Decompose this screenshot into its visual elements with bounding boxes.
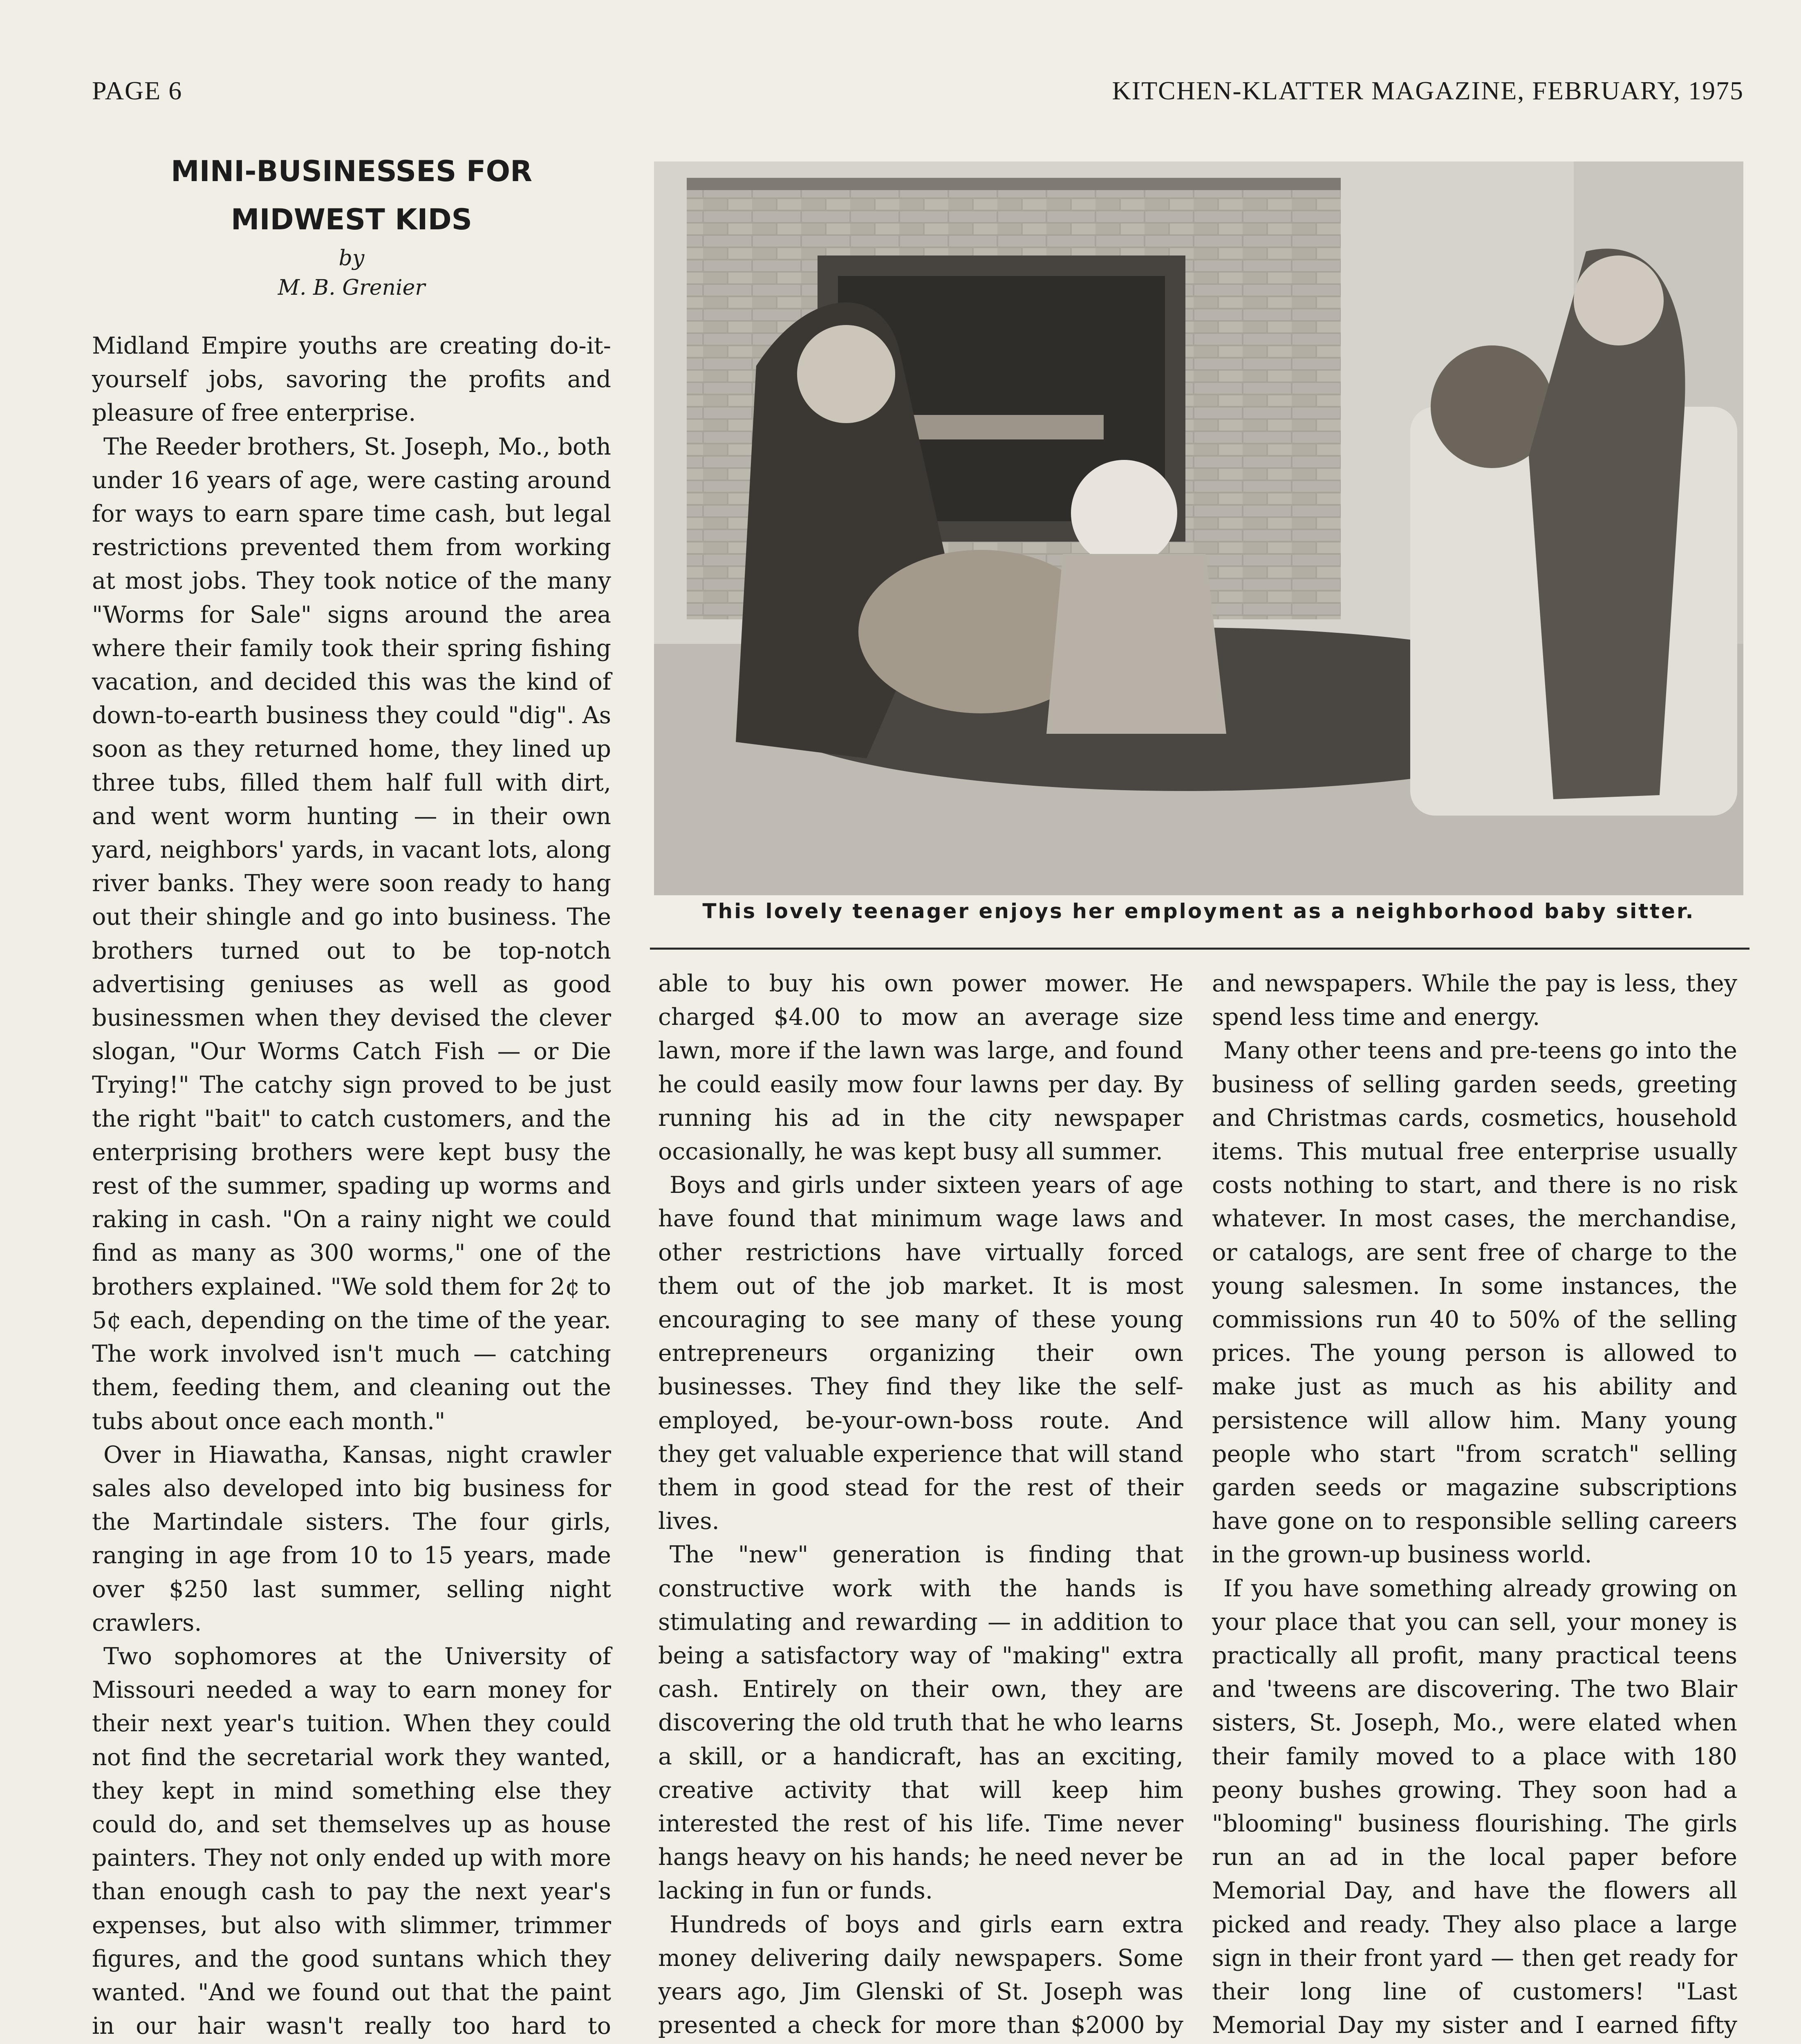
paragraph: Over in Hiawatha, Kansas, night crawler sales also developed into big business for the Martindale sisters. The four girls, ranging in age from 10 to 15 years, made over $250 last summer, selling night crawlers.: [92, 1441, 611, 1636]
paragraph: Hundreds of boys and girls earn extra money delivering daily newspapers. Some years ago, Jim Glenski of St. Joseph was presented a check for more than $2000 by: [658, 1911, 1183, 2039]
paragraph: and newspapers. While the pay is less, they spend less time and energy.: [1212, 970, 1737, 1031]
paragraph: Many other teens and pre-teens go into the business of selling garden seeds, greeting and Christmas cards, cosmetics, household items. This mutual free enterprise usually costs nothing to start, and there is no risk whatever. In most cases, the merchandise, or catalogs, are sent free of charge to the young salesmen. In some instances, the commissions run 40 to 50% of the selling prices. The young person is allowed to make just as much as his ability and persistence will allow him. Many young people who start "from scratch" selling garden seeds or magazine subscriptions have gone on to responsible selling careers in the grown-up business world.: [1212, 1037, 1737, 1569]
paragraph: The Reeder brothers, St. Joseph, Mo., both under 16 years of age, were casting around for ways to earn spare time cash, but legal restrictions prevented them from working at most jobs. They took notice of the many "Worms for Sale" signs around the area where their family took their spring fishing vacation, and decided this was the kind of down-to-earth business they could "dig". As soon as they returned home, they lined up three tubs, filled them half full with dirt, and went worm hunting — in their own yard, neighbors' yards, in vacant lots, along river banks. They were soon ready to hang out their shingle and go into business. The brothers turned out to be top-notch advertising geniuses as well as good businessmen when they devised the clever slogan, "Our Worms Catch Fish — or Die Trying!" The catchy sign proved to be just the right "bait" to catch customers, and the enterprising brothers were kept busy the rest of the summer, spading up worms and raking in cash. "On a rainy night we could find as many as 300 worms," one of the brothers explained. "We sold them for 2¢ to 5¢ each, depending on the time of the year. The work involved isn't much — catching them, feeding them, and cleaning out the tubs about once each month.": [92, 433, 611, 1435]
paragraph: The "new" generation is finding that constructive work with the hands is stimulating and rewarding — in addition to being a satisfactory way of "making" extra cash. Entirely on their own, they are discovering the old truth that he who learns a skill, or a handicraft, has an exciting, creative activity that will keep him interested the rest of his life. Time never hangs heavy on his hands; he need never be lacking in fun or funds.: [658, 1541, 1183, 1905]
paragraph: Boys and girls under sixteen years of age have found that minimum wage laws and other restrictions have virtually forced them out of the job market. It is most encouraging to see many of these young entrepreneurs organizing their own businesses. They find they like the self-employed, be-your-own-boss route. And they get valuable experience that will stand them in good stead for the rest of their lives.: [658, 1172, 1183, 1535]
photo-caption: This lovely teenager enjoys her employment as a neighborhood baby sitter.: [702, 899, 1695, 923]
article-title: MINI-BUSINESSES FOR MIDWEST KIDS: [171, 155, 532, 236]
photo-illustration: [654, 161, 1743, 895]
article-column-3: [1212, 967, 1737, 2044]
article-column-1: [92, 329, 611, 2044]
paragraph: Midland Empire youths are creating do-it-yourself jobs, savoring the profits and pleasure of free enterprise.: [92, 332, 611, 427]
paragraph: Two sophomores at the University of Missouri needed a way to earn money for their next year's tuition. When they could not find the secretarial work they wanted, they kept in mind something else they could do, and set themselves up as house painters. They not only ended up with more than enough cash to pay the next year's expenses, but also with slimmer, trimmer figures, and the good suntans which they wanted. "And we found out that the paint in our hair wasn't really too hard to: [92, 1643, 611, 2040]
article-column-2: [658, 967, 1183, 2044]
divider-rule: [650, 948, 1749, 950]
paragraph: If you have something already growing on your place that you can sell, your money is practically all profit, many practical teens and 'tweens are discovering. The two Blair sisters, St. Joseph, Mo., were elated when their family moved to a place with 180 peony bushes growing. They soon had a "blooming" business flourishing. The girls run an ad in the local paper before Memorial Day, and have the flowers all picked and ready. They also place a large sign in their front yard — then get ready for their long line of customers! "Last Memorial Day my sister and I earned fifty: [1212, 1575, 1737, 2039]
babysitter-photo: [654, 161, 1743, 895]
byline-by: by: [338, 246, 365, 271]
magazine-issue: KITCHEN-KLATTER MAGAZINE, FEBRUARY, 1975: [1112, 76, 1744, 105]
page-header: [92, 76, 1744, 112]
article-heading: [92, 147, 611, 303]
paragraph: able to buy his own power mower. He charged $4.00 to mow an average size lawn, more if the lawn was large, and found he could easily mow four lawns per day. By running his ad in the city newspaper occasionally, he was kept busy all summer.: [658, 970, 1183, 1165]
page-number: PAGE 6: [92, 76, 183, 105]
byline-author: M. B. Grenier: [278, 276, 426, 300]
